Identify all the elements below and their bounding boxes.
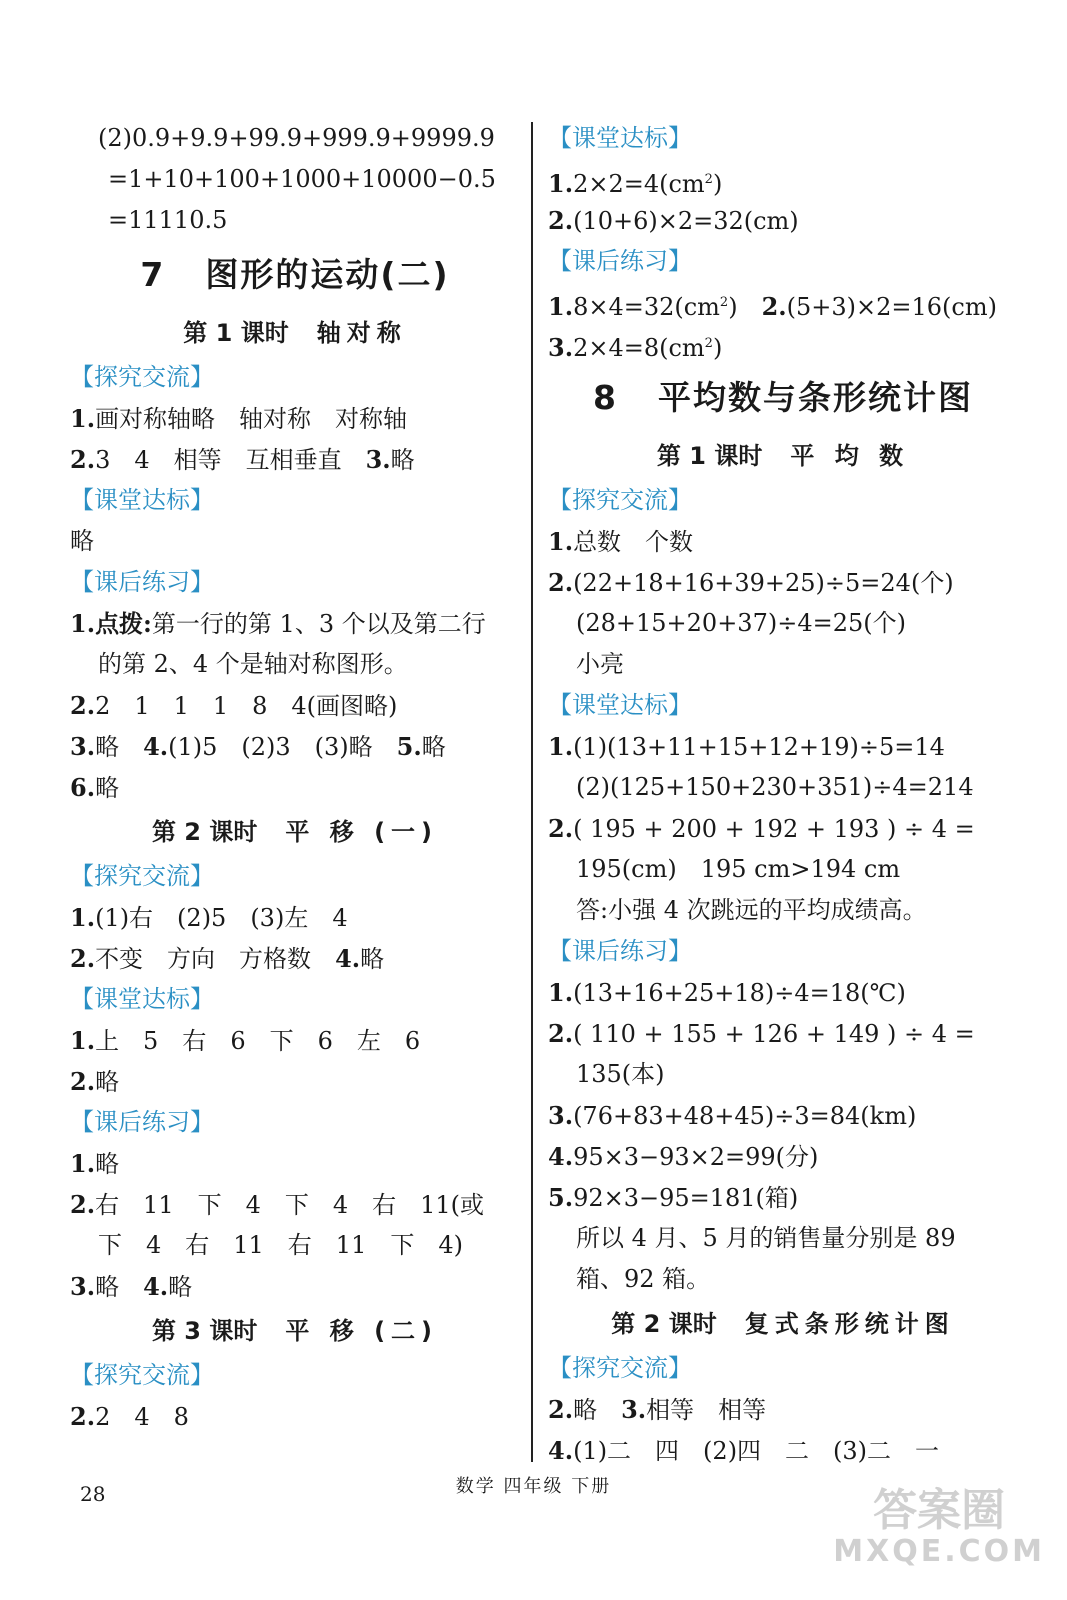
answer-line: 所以 4 月、5 月的销售量分别是 89 bbox=[576, 1224, 956, 1252]
section-label: 【课堂达标】 bbox=[548, 124, 692, 152]
answer-line: 2.2 4 8 bbox=[70, 1402, 189, 1431]
answer-line: 1.略 bbox=[70, 1149, 120, 1178]
answer-line: 1.(1)(13+11+15+12+19)÷5=14 bbox=[548, 732, 945, 761]
answer-line: 3.略 4.略 bbox=[70, 1272, 193, 1301]
section-label: 【课后练习】 bbox=[548, 247, 692, 275]
chapter-7-heading: 7 图形的运动(二) bbox=[140, 255, 450, 294]
answer-line: =11110.5 bbox=[108, 206, 228, 234]
answer-line: 1.上 5 右 6 下 6 左 6 bbox=[70, 1026, 421, 1055]
answer-line: 4.95×3−93×2=99(分) bbox=[548, 1142, 819, 1171]
answer-line: 2.(10+6)×2=32(cm) bbox=[548, 206, 799, 235]
answer-line: 2.3 4 相等 互相垂直 3.略 bbox=[70, 445, 415, 474]
answer-line: 1.画对称轴略 轴对称 对称轴 bbox=[70, 404, 408, 433]
answer-line: (2)0.9+9.9+99.9+999.9+9999.9 bbox=[98, 124, 495, 152]
answer-line: $3.2\times 4=8(cm^2)$ bbox=[548, 333, 723, 362]
answer-line: 2.( 195 + 200 + 192 + 193 ) ÷ 4 = bbox=[548, 814, 975, 843]
lesson-heading: 第 2 课时 平 移 (一) bbox=[151, 818, 439, 846]
footer-grade: 四年级 bbox=[503, 1476, 564, 1497]
right-column bbox=[548, 118, 1018, 1471]
section-label: 【探究交流】 bbox=[70, 862, 214, 890]
answer-line: 下 4 右 11 右 11 下 4) bbox=[98, 1231, 463, 1259]
page-number: 28 bbox=[80, 1482, 106, 1506]
answer-line: 1.总数 个数 bbox=[548, 527, 694, 556]
column-divider bbox=[531, 122, 533, 1462]
answer-line: 3.略 4.(1)5 (2)3 (3)略 5.略 bbox=[70, 732, 446, 761]
answer-line: $1.2\times 2=4(cm^2)$ bbox=[548, 169, 723, 198]
section-label: 【课后练习】 bbox=[70, 568, 214, 596]
answer-line: 3.(76+83+48+45)÷3=84(km) bbox=[548, 1101, 917, 1130]
answer-line: 的第 2、4 个是轴对称图形。 bbox=[98, 650, 408, 678]
answer-line: 2.略 3.相等 相等 bbox=[548, 1395, 767, 1424]
left-column bbox=[70, 118, 520, 1437]
answer-line: 1.点拨:第一行的第 1、3 个以及第二行 bbox=[70, 609, 486, 638]
answer-line: 略 bbox=[70, 527, 94, 555]
answer-line: 小亮 bbox=[576, 650, 624, 678]
watermark-logo: 答案圈 MXQE.COM bbox=[833, 1485, 1045, 1569]
answer-line: (28+15+20+37)÷4=25(个) bbox=[576, 609, 906, 637]
answer-line: 1.(13+16+25+18)÷4=18(℃) bbox=[548, 978, 906, 1007]
footer-subject: 数学 bbox=[455, 1476, 496, 1497]
answer-line: 2.( 110 + 155 + 126 + 149 ) ÷ 4 = bbox=[548, 1019, 975, 1048]
answer-line: 2.(22+18+16+39+25)÷5=24(个) bbox=[548, 568, 954, 597]
answer-line: (2)(125+150+230+351)÷4=214 bbox=[576, 773, 974, 801]
lesson-heading: 第 1 课时 轴对称 bbox=[183, 319, 407, 347]
section-label: 【课堂达标】 bbox=[548, 691, 692, 719]
section-label: 【课堂达标】 bbox=[70, 486, 214, 514]
answer-line: 2.右 11 下 4 下 4 右 11(或 bbox=[70, 1190, 485, 1219]
answer-line: 2.略 bbox=[70, 1067, 120, 1096]
answer-line: 箱、92 箱。 bbox=[576, 1265, 711, 1293]
footer-volume: 下册 bbox=[571, 1476, 612, 1497]
answer-line: 5.92×3−95=181(箱) bbox=[548, 1183, 799, 1212]
section-label: 【课堂达标】 bbox=[70, 985, 214, 1013]
answer-line: 1.(1)右 (2)5 (3)左 4 bbox=[70, 903, 348, 932]
section-label: 【探究交流】 bbox=[70, 363, 214, 391]
answer-line: 6.略 bbox=[70, 773, 120, 802]
answer-line: $1.8\times 4=32(cm^2)$ 2.(5+3)×2=16(cm) bbox=[548, 292, 997, 321]
section-label: 【课后练习】 bbox=[70, 1108, 214, 1136]
answer-line: =1+10+100+1000+10000−0.5 bbox=[108, 165, 496, 193]
chapter-8-heading: 8 平均数与条形统计图 bbox=[593, 378, 973, 417]
answer-line: 4.(1)二 四 (2)四 二 (3)二 一 bbox=[548, 1436, 940, 1465]
lesson-heading: 第 2 课时 复式条形统计图 bbox=[611, 1310, 955, 1338]
lesson-heading: 第 3 课时 平 移 (二) bbox=[151, 1317, 439, 1345]
section-label: 【探究交流】 bbox=[548, 1354, 692, 1382]
section-label: 【探究交流】 bbox=[70, 1361, 214, 1389]
answer-line: 2.2 1 1 1 8 4(画图略) bbox=[70, 691, 398, 720]
section-label: 【探究交流】 bbox=[548, 486, 692, 514]
answer-line: 答:小强 4 次跳远的平均成绩高。 bbox=[576, 896, 927, 924]
answer-line: 2.不变 方向 方格数 4.略 bbox=[70, 944, 385, 973]
answer-line: 195(cm) 195 cm>194 cm bbox=[576, 855, 901, 883]
lesson-heading: 第 1 课时 平 均 数 bbox=[656, 442, 910, 470]
section-label: 【课后练习】 bbox=[548, 937, 692, 965]
answer-line: 135(本) bbox=[576, 1060, 665, 1088]
